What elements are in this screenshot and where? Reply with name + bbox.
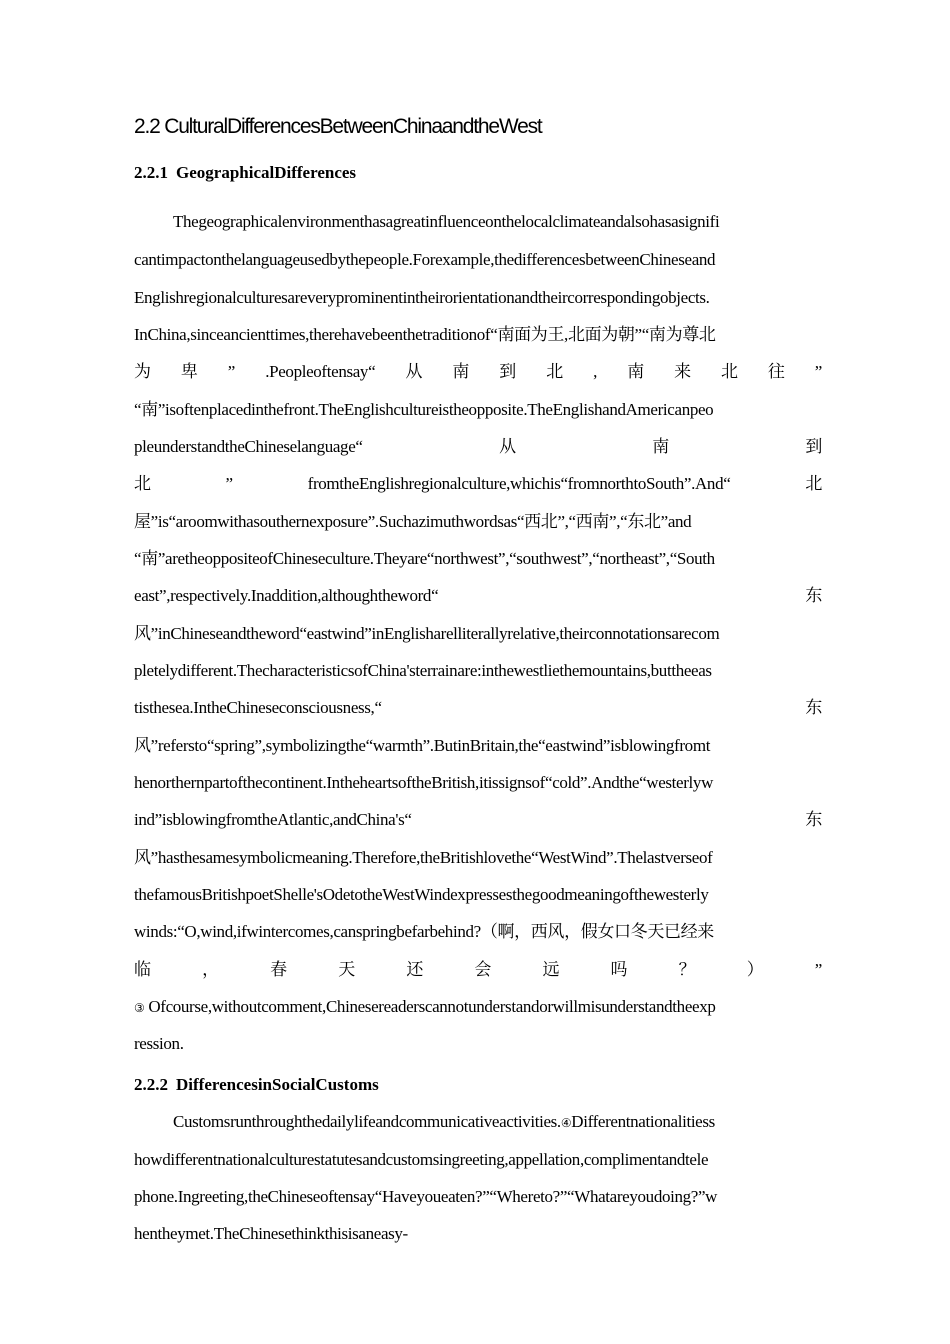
paragraph-line: thefamousBritishpoetShelle'sOdetotheWestWindexpressesthegoodmeaningofthewesterly: [134, 885, 709, 904]
paragraph-line: howdifferentnationalculturestatutesandcustomsingreeting,appellation,complimentandtele: [134, 1150, 709, 1169]
paragraph-line: 风”inChineseandtheword“eastwind”inEnglisharelliterallyrelative,theirconnotationsarecom: [134, 624, 720, 643]
word: ，: [202, 960, 219, 979]
paragraph-line: winds:“O,wind,ifwintercomes,canspringbefarbehind?（啊，西风，假女口冬天已经来: [134, 922, 714, 941]
word: 吗: [610, 960, 628, 979]
word: 北: [134, 474, 151, 493]
paragraph-line: Englishregionalculturesareveryprominentintheirorientationandtheircorrespondingobjects.: [134, 288, 710, 307]
paragraph-line-justified: [134, 584, 822, 608]
word: tisthesea.IntheChineseconsciousness,“: [134, 698, 382, 717]
word: pleunderstandtheChineselanguage“: [134, 437, 363, 456]
paragraph-line: InChina,sinceancienttimes,therehavebeenthetraditionof“南面为王,北面为朝”“南为尊北: [134, 325, 716, 344]
word: 天: [338, 960, 355, 979]
paragraph-line: 屋”is“aroomwithasouthernexposure”.Suchazimuthwordsas“西北”,“西南”,“东北”and: [134, 512, 692, 531]
word: ”: [814, 960, 822, 979]
paragraph-line-justified: [134, 958, 822, 982]
word: 卑: [180, 362, 198, 381]
paragraph-line: pletelydifferent.ThecharacteristicsofChina'sterrainare:inthewestliethemountains,buttheeas: [134, 661, 712, 680]
paragraph-line: 风”hasthesamesymbolicmeaning.Therefore,theBritishlovethe“WestWind”.Thelastverseof: [134, 848, 713, 867]
paragraph-line: Thegeographicalenvironmenthasagreatinfluenceonthelocalclimateandalsohasasignifi: [173, 212, 720, 231]
word: ”: [227, 362, 235, 381]
word: ）: [746, 960, 764, 979]
paragraph-line: ression.: [134, 1034, 184, 1053]
paragraph-line-justified: [134, 696, 822, 720]
line-text: Ofcourse,withoutcomment,Chinesereaderscannotunderstandorwillmisunderstandtheexp: [148, 997, 716, 1016]
subsection-number: 2.2.1: [134, 163, 168, 182]
word: ”: [814, 362, 822, 381]
word: 为: [134, 362, 151, 381]
line-text: Differentnationalitiess: [571, 1112, 715, 1131]
paragraph-line-justified: [134, 472, 822, 496]
word: 到: [499, 362, 516, 381]
paragraph-line: “南”isoftenplacedinthefront.TheEnglishcultureistheopposite.TheEnglishandAmericanpeo: [134, 400, 714, 419]
word: 从: [405, 362, 423, 381]
section-title: 2.2 CulturalDifferencesBetweenChinaandtheWest: [134, 115, 542, 138]
subsection-title: DifferencesinSocialCustoms: [176, 1075, 379, 1094]
word: .Peopleoftensay“: [265, 362, 376, 381]
paragraph-line: 风”refersto“spring”,symbolizingthe“warmth”.ButinBritain,the“eastwind”isblowingfromt: [134, 736, 711, 755]
word: 南: [652, 437, 669, 456]
subsection-number: 2.2.2: [134, 1075, 168, 1094]
word: 往: [767, 362, 785, 381]
word: 还: [406, 960, 423, 979]
paragraph-line-justified: [134, 808, 822, 832]
footnote-marker: ③: [134, 1001, 145, 1015]
word: 南: [452, 362, 470, 381]
word: ”: [225, 474, 233, 493]
word: 来: [674, 362, 691, 381]
word: 到: [805, 437, 822, 456]
footnote-marker: ④: [560, 1116, 572, 1130]
word: 东: [805, 586, 822, 605]
word: fromtheEnglishregionalculture,whichis“fromnorthtoSouth”.And“: [307, 474, 731, 493]
paragraph-line: henorthernpartofthecontinent.IntheheartsoftheBritish,itissignsof“cold”.Andthe“westerlyw: [134, 773, 714, 792]
word: 北: [805, 474, 822, 493]
word: ,: [593, 362, 597, 381]
paragraph-line-with-footnote: [173, 1110, 822, 1135]
word: 北: [546, 362, 563, 381]
paragraph-line-justified: [134, 435, 822, 459]
paragraph-line: cantimpactonthelanguageusedbythepeople.Forexample,thedifferencesbetweenChineseand: [134, 250, 716, 269]
subsection-heading-social-customs: [134, 1074, 379, 1096]
word: 东: [805, 810, 822, 829]
subsection-heading-geographical: [134, 162, 356, 184]
word: 从: [499, 437, 516, 456]
word: ？: [678, 960, 696, 979]
subsection-title: GeographicalDifferences: [176, 163, 357, 182]
paragraph-line-with-footnote: [134, 995, 822, 1020]
paragraph-line: hentheymet.TheChinesethinkthisisaneasy-: [134, 1224, 408, 1243]
word: 远: [542, 960, 560, 979]
word: 北: [721, 362, 738, 381]
line-text: Customsrunthroughthedailylifeandcommunicativeactivities.: [173, 1112, 561, 1131]
paragraph-line: “南”aretheoppositeofChineseculture.Theyare“northwest”,“southwest”,“northeast”,“South: [134, 549, 715, 568]
word: east”,respectively.Inaddition,althoughtheword“: [134, 586, 439, 605]
paragraph-line-justified: [134, 360, 822, 384]
word: ind”isblowingfromtheAtlantic,andChina's“: [134, 810, 412, 829]
word: 南: [627, 362, 644, 381]
word: 会: [474, 960, 492, 979]
word: 东: [805, 698, 822, 717]
word: 春: [270, 960, 287, 979]
word: 临: [134, 960, 151, 979]
paragraph-line: phone.Ingreeting,theChineseoftensay“Haveyoueaten?”“Whereto?”“Whatareyoudoing?”w: [134, 1187, 718, 1206]
